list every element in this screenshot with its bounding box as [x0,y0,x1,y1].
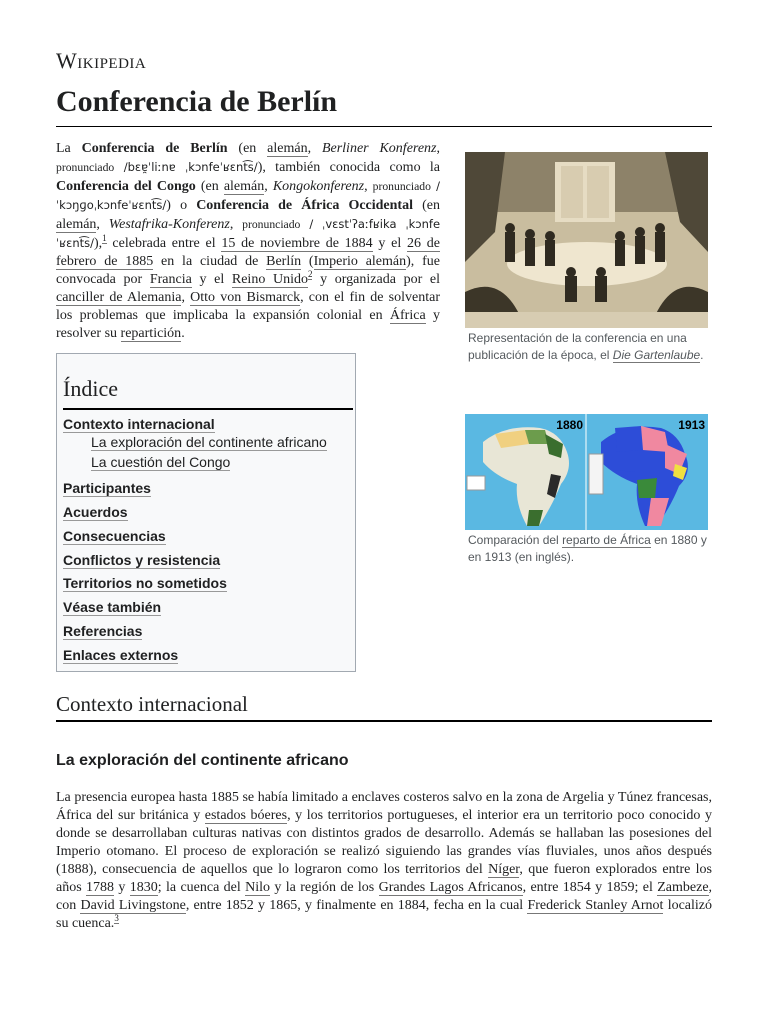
link-aleman[interactable]: alemán [267,141,308,156]
ipa-pronunciation[interactable]: /bɛɐ̯ˈliːnɐ ˌkɔnfeˈʁɛnt͡s/ [114,160,258,174]
toc-item-contexto-internacional[interactable]: Contexto internacional [63,416,215,432]
link-estados-boeres[interactable]: estados bóeres [204,808,288,823]
conference-engraving-image[interactable] [465,152,708,328]
link-1830[interactable]: 1830 [129,880,158,895]
table-of-contents [56,353,356,672]
reference-3[interactable]: 3 [114,913,119,924]
toc-item-referencias[interactable]: Referencias [63,623,143,639]
link-die-gartenlaube[interactable]: Die Gartenlaube [612,348,701,362]
link-1788[interactable]: 1788 [86,880,115,895]
section-heading-contexto: Contexto internacional [56,692,248,716]
link-zambeze[interactable]: Zambeze [657,880,709,895]
link-canciller[interactable]: canciller de Alemania [56,290,182,305]
link-date-end[interactable]: 26 de febrero de 1885 [56,236,440,269]
toc-item-conflictos[interactable]: Conflictos y resistencia [63,552,221,568]
map-year-1913: 1913 [678,418,705,432]
toc-item-vease-tambien[interactable]: Véase también [63,599,162,615]
link-date-start[interactable]: 15 de noviembre de 1884 [221,236,373,251]
link-reparticion[interactable]: repartición [120,326,182,341]
link-africa[interactable]: África [389,308,426,323]
toc-divider [63,408,353,410]
link-bismarck[interactable]: Otto von Bismarck [190,290,301,305]
link-aleman[interactable]: alemán [223,179,265,194]
link-nilo[interactable]: Nilo [245,880,271,895]
link-arnot[interactable]: Frederick Stanley Arnot [527,898,664,913]
title-divider [56,126,712,127]
link-berlin[interactable]: Berlín [266,254,302,269]
toc-item-cuestion-congo[interactable]: La cuestión del Congo [91,454,231,470]
page-title: Conferencia de Berlín [56,85,338,118]
link-reino-unido[interactable]: Reino Unido [231,272,308,287]
map-year-1880: 1880 [556,418,583,432]
subsection-heading-exploracion: La exploración del continente africano [56,752,349,769]
figure-2-caption: Comparación del reparto de África en 1880 y en 1913 (en inglés). [468,533,707,564]
ipa-pronunciation[interactable]: /ˈkɔŋɡoˌkɔnfeˈʁɛnt͡s/ [56,179,441,212]
africa-maps-illustration [465,414,708,530]
toc-item-consecuencias[interactable]: Consecuencias [63,528,166,544]
reference-2[interactable]: 2 [307,269,313,280]
exploration-paragraph: La presencia europea hasta 1885 se había limitado a enclaves costeros salvo en la zona de Argelia y Túnez francesas, África del sur británica y estados bóeres, y los territorios portugueses, el interior era un territorio poco conocido y donde se desarrollaban culturas nativas con distintos grados de desarrollo. Además se hallaban las posesiones del Imperio otomano. El proceso de exploración se realizó siguiendo las grandes vías fluviales, unos años después (1888), consecuencia de aquellos que lo lograron como los territorios del Níger, que fueron explorados entre los años 1788 y 1830; la cuenca del Nilo y la región de los Grandes Lagos Africanos, entre 1854 y 1859; el Zambeze, con David Livingstone, entre 1852 y 1865, y finalmente en 1884, fecha en la cual Frederick Stanley Arnot localizó su cuenca.$^3$ [56,790,713,931]
toc-item-acuerdos[interactable]: Acuerdos [63,504,128,520]
wikipedia-wordmark[interactable]: Wikipedia [56,48,147,73]
lead-paragraph: La Conferencia de Berlín (en alemán, Berliner Konferenz, pronunciado /bɛɐ̯ˈliːnɐ ˌkɔnfeˈʁɛnt͡s/), también conocida como la Conferencia del Congo (en alemán, Kongokonferenz, pronunciado /ˈkɔŋɡoˌkɔnfeˈʁɛnt͡s/) o Conferencia de África Occidental (en alemán, Westafrika-Konferenz, pronunciado / ˌvɛstˈʔaːfʁika ˌkɔnfeˈʁɛnt͡s/),$^1$ celebrada entre el 15 de noviembre de 1884 y el 26 de febrero de 1885 en la ciudad de Berlín (Imperio alemán), fue convocada por Francia y el Reino Unido$^2$ y organizada por el canciller de Alemania, Otto von Bismarck, con el fin de solventar los problemas que implicaba la expansión colonial en África y resolver su repartición. [56,141,441,341]
link-francia[interactable]: Francia [149,272,192,287]
toc-title: Índice [63,376,118,401]
link-reparto-de-africa[interactable]: reparto de África [562,533,651,547]
link-niger[interactable]: Níger [488,862,520,877]
ipa-pronunciation[interactable]: / ˌvɛstˈʔaːfʁika ˌkɔnfeˈʁɛnt͡s/ [56,217,441,250]
link-aleman[interactable]: alemán [56,217,97,232]
section-divider [56,720,712,722]
africa-partition-map[interactable] [465,414,708,530]
toc-item-territorios[interactable]: Territorios no sometidos [63,575,227,591]
toc-item-enlaces-externos[interactable]: Enlaces externos [63,647,179,663]
toc-item-exploracion[interactable]: La exploración del continente africano [91,434,327,450]
link-livingstone[interactable]: David Livingstone [80,898,186,913]
reference-1[interactable]: 1 [102,233,107,244]
engraving-illustration [465,152,708,328]
link-imperio-aleman[interactable]: Imperio alemán [313,254,407,269]
link-grandes-lagos[interactable]: Grandes Lagos Africanos [378,880,523,895]
toc-item-participantes[interactable]: Participantes [63,480,151,496]
figure-1-caption: Representación de la conferencia en una publicación de la época, el Die Gartenlaube. [468,331,704,362]
